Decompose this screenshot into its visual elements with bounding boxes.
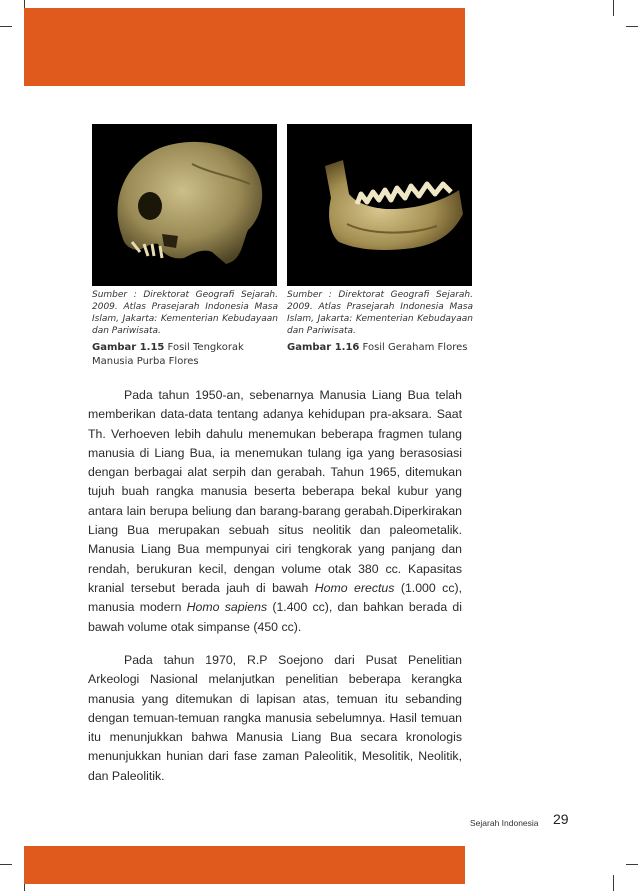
- crop-mark: [613, 875, 614, 891]
- homo-sapiens-term: Homo sapiens: [186, 600, 268, 615]
- footer-book-title: Sejarah Indonesia: [470, 818, 539, 828]
- crop-mark: [613, 0, 614, 16]
- figure-1-caption-text: Fosil Tengkorak Manusia Purba Flores: [92, 342, 244, 367]
- figure-1-caption: [92, 341, 284, 369]
- jaw-fossil-photo: [287, 124, 472, 286]
- paragraph-1-text-c: (1.400 cc), dan bahkan berada di bawah volume otak simpanse (450 cc).: [88, 600, 462, 634]
- figure-2-caption-text: Fosil Geraham Flores: [359, 342, 468, 353]
- skull-fossil-photo: [92, 124, 277, 286]
- figure-2-source: Sumber : Direktorat Geografi Sejarah. 2009. Atlas Prasejarah Indonesia Masa Islam, Jakarta: Kementerian Kebudayaan dan Pariwisata.: [287, 290, 473, 336]
- paragraph-1-text-b: (1.000 cc), manusia modern: [88, 580, 462, 615]
- figure-1-source: Sumber : Direktorat Geografi Sejarah. 2009. Atlas Prasejarah Indonesia Masa Islam, Jakarta: Kementerian Kebudayaan dan Pariwisata.: [92, 290, 278, 336]
- page-number: 29: [553, 811, 569, 827]
- paragraph-1-text-a: Pada tahun 1950-an, sebenarnya Manusia Liang Bua telah memberikan data-data tentang adanya kehidupan pra-aksara. Saat Th. Verhoeven lebih dahulu menemukan beberapa fragmen tulang manusia di Liang Bua, ia menemukan tulang iga yang berasosiasi dengan berbagai alat serpih dan gerabah. Tahun 1965, ditemukan tujuh buah rangka manusia beserta beberapa bekal kubur yang antara lain berupa beliung dan barang-barang gerabah.Diperkirakan Liang Bua merupakan sebuah situs neolitik dan paleometalik. Manusia Liang Bua mempunyai ciri tengkorak yang panjang dan rendah, berukuran kecil, dengan volume otak 380 cc. Kapasitas kranial tersebut berada jauh di bawah: [88, 388, 462, 595]
- figure-2-label: Gambar 1.16: [287, 342, 360, 353]
- crop-mark: [0, 26, 12, 27]
- figure-1-label: Gambar 1.15: [92, 342, 165, 353]
- paragraph-2: [88, 651, 462, 786]
- header-band: [24, 8, 465, 86]
- homo-erectus-term: Homo erectus: [314, 580, 395, 595]
- crop-mark: [626, 26, 638, 27]
- skull-fossil-image: [92, 124, 277, 286]
- paragraph-2-text: Pada tahun 1970, R.P Soejono dari Pusat Penelitian Arkeologi Nasional melanjutkan penelitian beberapa kerangka manusia yang ditemukan di lapisan atas, temuan itu sebanding dengan temuan-temuan rangka manusia sebelumnya. Hasil temuan itu menunjukkan bahwa Manusia Liang Bua secara kronologis menunjukkan hunian dari fase zaman Paleolitik, Mesolitik, Neolitik, dan Paleolitik.: [88, 653, 462, 783]
- jaw-fossil-image: [287, 124, 472, 286]
- crop-mark: [0, 864, 12, 865]
- footer-band: [24, 846, 465, 884]
- figure-2-caption: [287, 341, 479, 355]
- paragraph-1: [88, 386, 462, 637]
- crop-mark: [626, 864, 638, 865]
